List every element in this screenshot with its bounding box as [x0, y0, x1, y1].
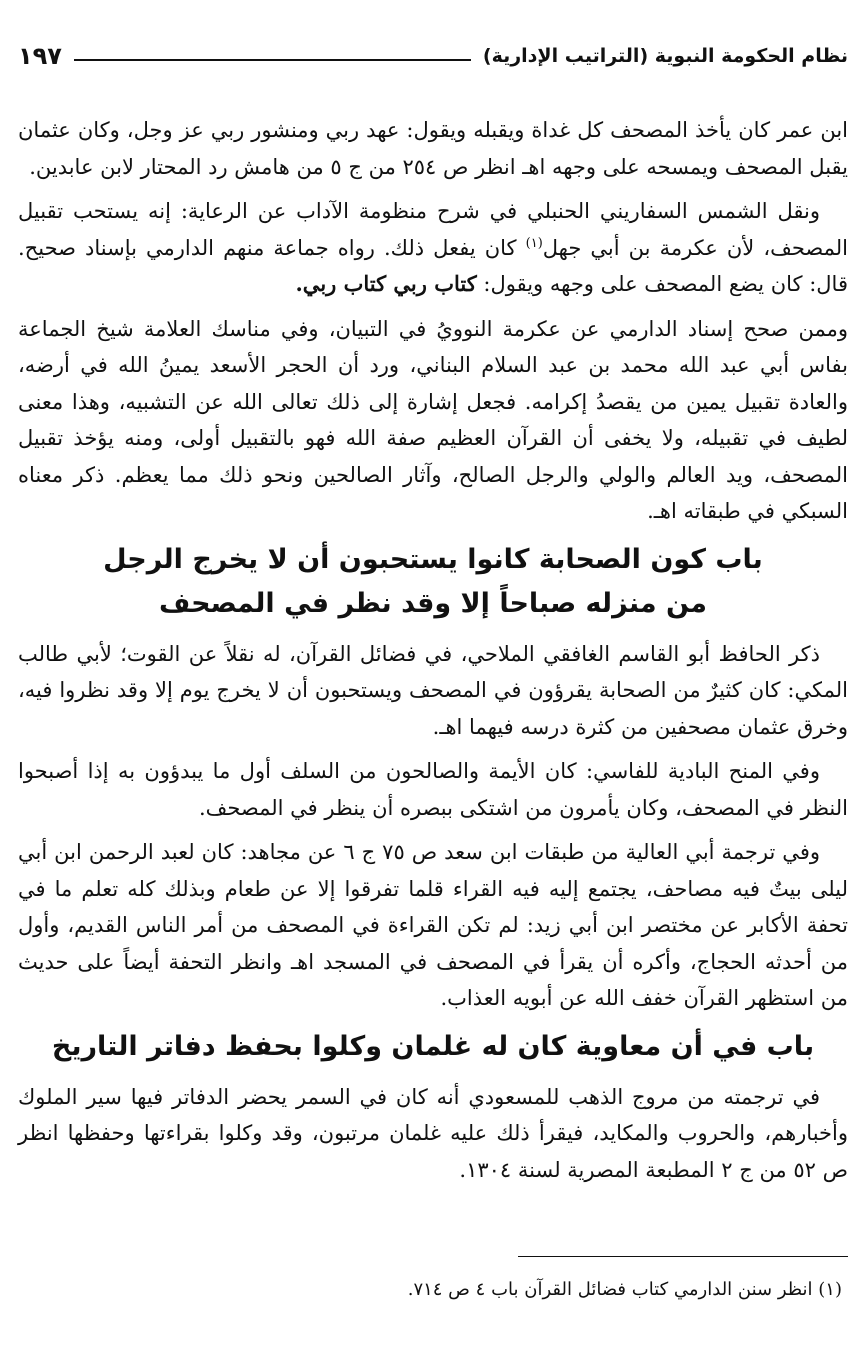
- paragraph-2-quote: كتاب ربي كتاب ربي.: [295, 271, 477, 296]
- running-title: نظام الحكومة النبوية (التراتيب الإدارية): [482, 45, 848, 67]
- main-text: [18, 112, 848, 1188]
- paragraph-5: وفي المنح البادية للفاسي: كان الأيمة والصالحون من السلف أول ما يبدؤون به إذا أصبحوا النظر في المصحف، وكان يأمرون من اشتكى ببصره أن ينظر في المصحف.: [18, 759, 848, 820]
- section-heading-2-line: باب في أن معاوية كان له غلمان وكلوا بحفظ دفاتر التاريخ: [51, 1030, 815, 1062]
- section-heading-1-line-1: باب كون الصحابة كانوا يستحبون أن لا يخرج الرجل: [103, 543, 763, 575]
- paragraph-7: في ترجمته من مروج الذهب للمسعودي أنه كان في السمر يحضر الدفاتر فيها سير الملوك وأخبارهم، والحروب والمكايد، فيقرأ ذلك عليه غلمان مرتبون، وقد وكلوا بقراءتها وحفظها انظر ص ٥٢ من ج ٢ المطبعة المصرية لسنة ١٣٠٤.: [18, 1084, 848, 1182]
- footnote-marker[interactable]: (١): [525, 235, 543, 251]
- header-rule: [74, 59, 471, 61]
- section-heading-2: [18, 1025, 848, 1069]
- footnote-rule: [518, 1256, 848, 1257]
- paragraph-4: ذكر الحافظ أبو القاسم الغافقي الملاحي، في فضائل القرآن، له نقلاً عن القوت؛ لأبي طالب المكي: كان كثيرٌ من الصحابة يقرؤون في المصحف ويستحبون أن لا يخرج يوم إلا وقد نظروا فيه، وخرق عثمان مصحفين من كثرة درسه فيهما اهـ.: [18, 641, 848, 739]
- running-header: [18, 36, 848, 76]
- book-page: [18, 36, 848, 1356]
- paragraph-6: وفي ترجمة أبي العالية من طبقات ابن سعد ص ٧٥ ج ٦ عن مجاهد: كان لعبد الرحمن ابن أبي ليلى بيتٌ فيه مصاحف، يجتمع إليه فيه القراء قلما تفرقوا إلا عن طعام وبذلك كله تعلم ما في تحفة الأكابر عن مختصر ابن أبي زيد: لم تكن القراءة في المصحف من أمر الناس القديم، وأول من أحدثه الحجاج، وأكره أن يقرأ في المصحف في المسجد اهـ وانظر التحفة أيضاً على حديث من استظهر القرآن خفف الله عن أبويه العذاب.: [18, 840, 848, 1010]
- section-heading-1: [18, 538, 848, 626]
- paragraph-2-text-b: كان يفعل ذلك. رواه جماعة منهم الدارمي بإسناد صحيح. قال: كان يضع المصحف على وجهه ويقول:: [18, 235, 848, 296]
- paragraph-2-text-a: ونقل الشمس السفاريني الحنبلي في شرح منظومة الآداب عن الرعاية: إنه يستحب تقبيل المصحف، لأن عكرمة بن أبي جهل: [18, 199, 848, 260]
- page-number: ١٩٧: [18, 42, 62, 70]
- footnote-1: (١) انظر سنن الدارمي كتاب فضائل القرآن باب ٤ ص ٧١٤.: [407, 1279, 842, 1300]
- section-heading-1-line-2: من منزله صباحاً إلا وقد نظر في المصحف: [158, 587, 708, 619]
- paragraph-3: وممن صحح إسناد الدارمي عن عكرمة النوويُ في التبيان، وفي مناسك العلامة شيخ الجماعة بفاس أبي عبد الله محمد بن عبد السلام البناني، ورد أن الحجر الأسعد يمينُ الله في أرضه، والعادة تقبيل يمين من يقصدُ إكرامه. فجعل إشارة إلى ذلك تعالى الله عن التشبيه، وهذا معنى لطيف في تقبيله، ولا يخفى أن القرآن العظيم صفة الله فهو بالتقبيل أولى، ومنه يؤخذ تقبيل المصحف، ويد العالم والولي والرجل الصالح، وآثار الصالحين ونحو ذلك مما يعظم. ذكر معناه السبكي في طبقاته اهـ.: [18, 316, 848, 523]
- paragraph-1: ابن عمر كان يأخذ المصحف كل غداة ويقبله ويقول: عهد ربي ومنشور ربي عز وجل، وكان عثمان يقبل المصحف ويمسحه على وجهه اهـ انظر ص ٢٥٤ من ج ٥ من هامش رد المحتار لابن عابدين.: [18, 118, 848, 179]
- footnote-area: [18, 1256, 848, 1305]
- paragraph-2: [18, 193, 848, 303]
